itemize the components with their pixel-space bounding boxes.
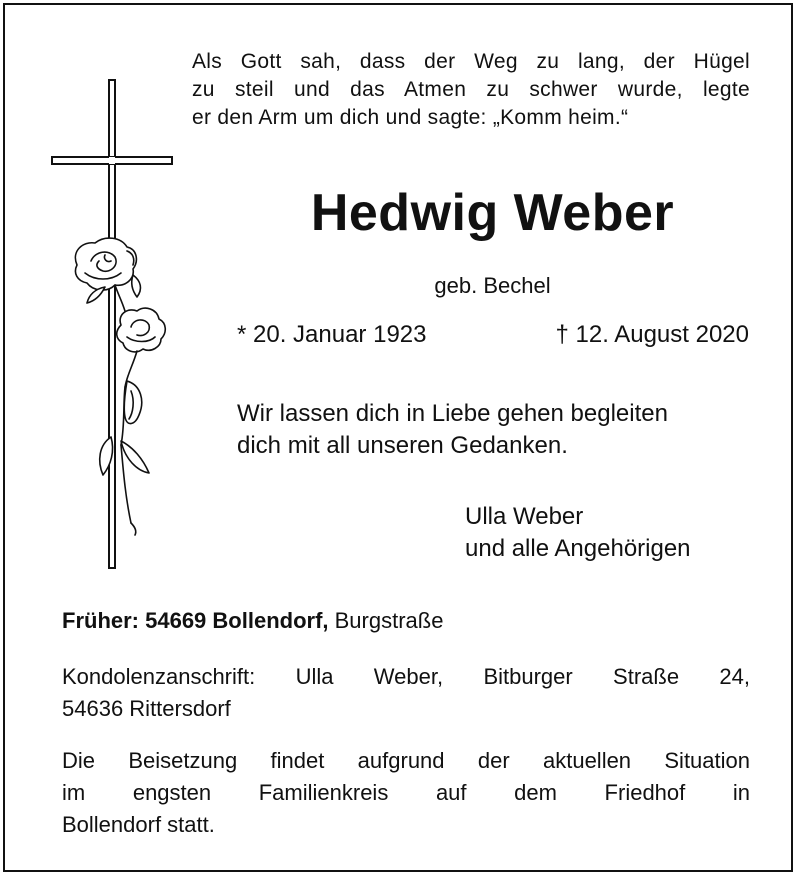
cross-with-roses-illustration [45,75,185,575]
mourners-signature [465,501,691,565]
farewell-verse [237,398,752,462]
funeral-line: Die Beisetzung findet aufgrund der aktuellen Situation [62,748,750,773]
condolence-address [62,661,750,725]
deceased-name: Hedwig Weber [310,184,675,242]
poem-line: er den Arm um dich und sagte: „Komm heim.“ [192,106,629,129]
poem-quote [192,48,750,132]
rose-icon [75,238,165,535]
verse-line: dich mit all unseren Gedanken. [237,432,568,459]
signer-line: und alle Angehörigen [465,535,691,562]
life-dates [237,321,749,349]
condolence-line: Kondolenzanschrift: Ulla Weber, Bitburger Straße 24, [62,664,750,689]
former-address-label: Früher: 54669 Bollendorf, [62,608,329,633]
signer-line: Ulla Weber [465,503,584,530]
condolence-line: 54636 Rittersdorf [62,696,231,721]
funeral-notice [62,745,750,841]
verse-line: Wir lassen dich in Liebe gehen begleiten [237,400,668,427]
maiden-name: geb. Bechel [434,273,551,298]
former-address [62,608,443,634]
former-address-street: Burgstraße [328,608,444,633]
funeral-line: im engsten Familienkreis auf dem Friedhof in [62,780,750,805]
poem-line: Als Gott sah, dass der Weg zu lang, der Hügel [192,50,750,73]
death-date: † 12. August 2020 [555,321,749,348]
birth-date: * 20. Januar 1923 [237,321,427,348]
funeral-line: Bollendorf statt. [62,812,215,837]
poem-line: zu steil und das Atmen zu schwer wurde, legte [192,78,750,101]
obituary-frame [3,3,793,872]
